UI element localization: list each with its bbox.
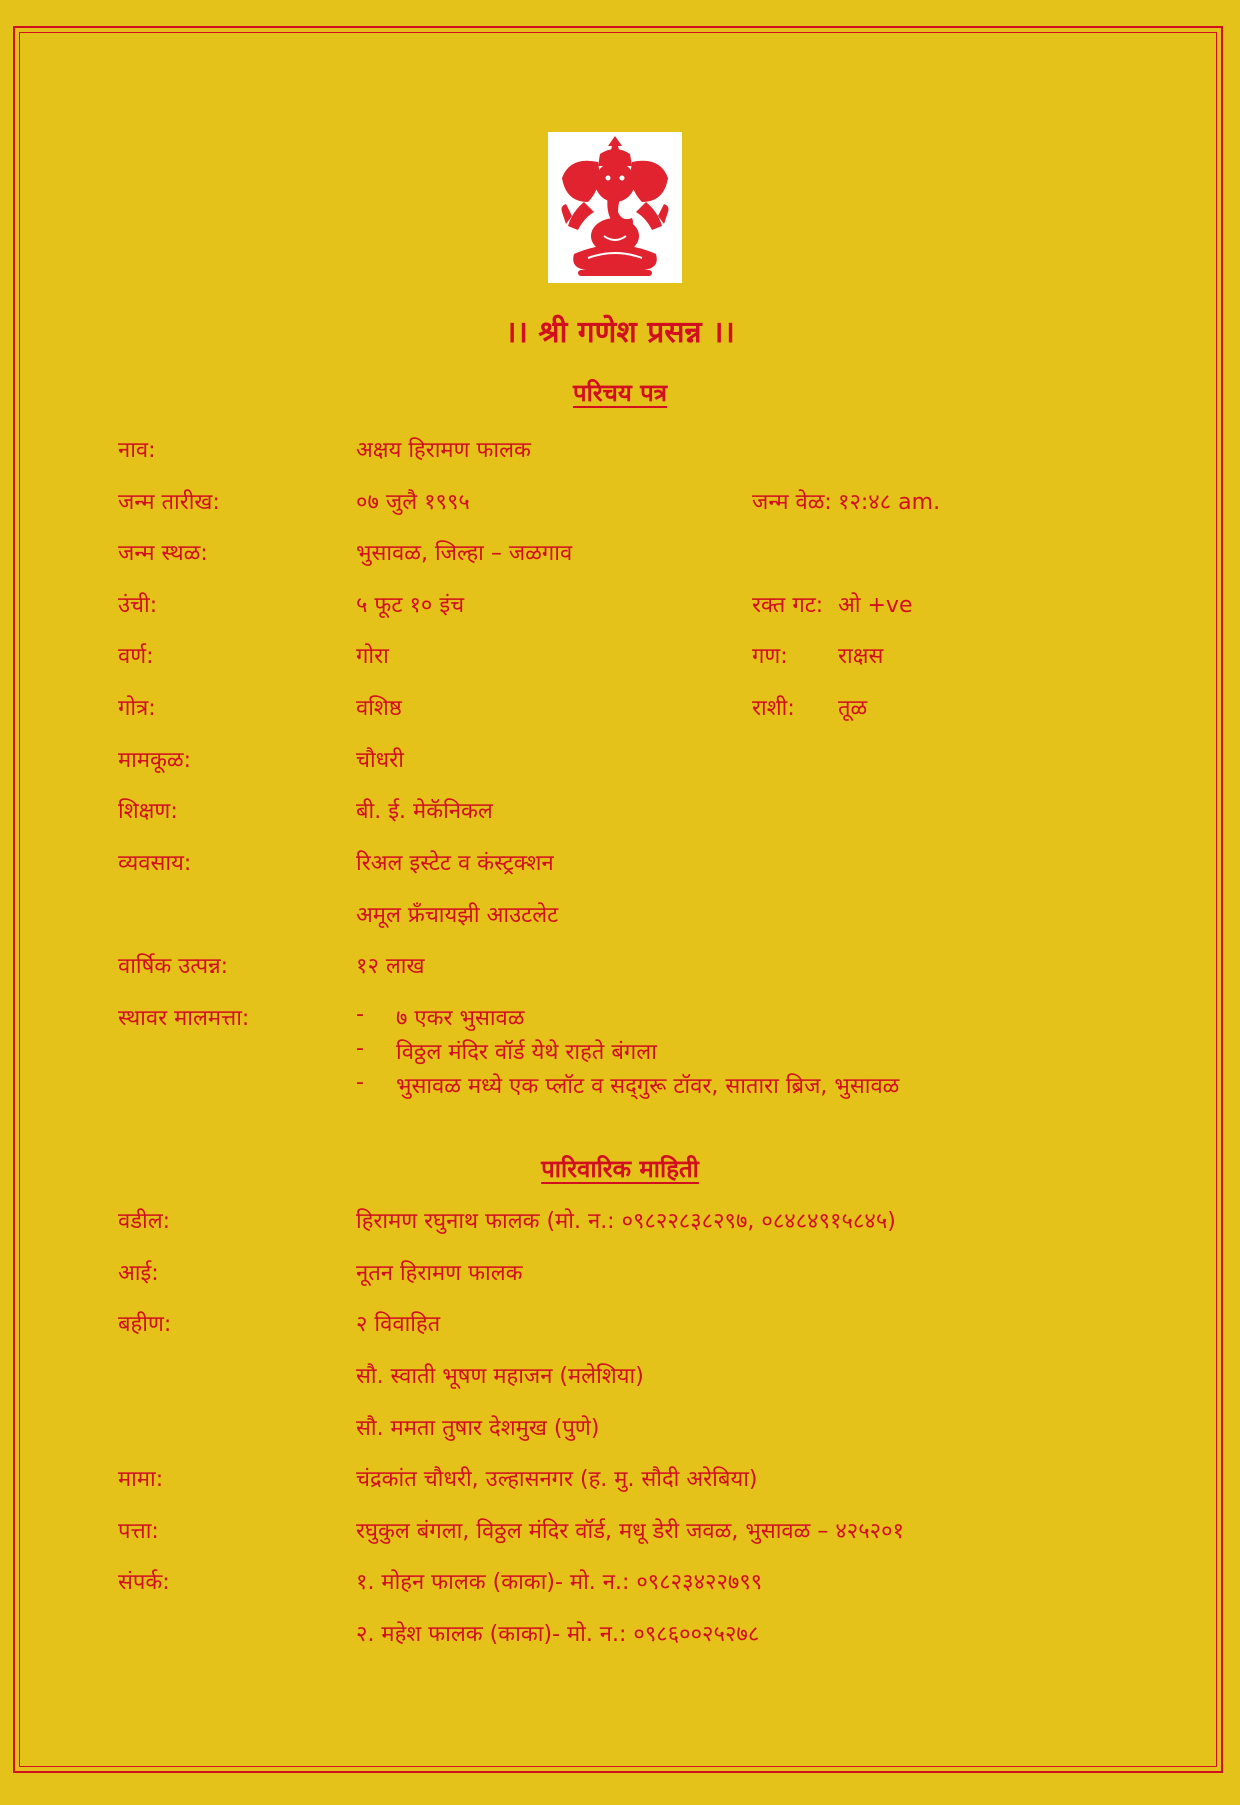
father-value: हिरामण रघुनाथ फालक (मो. न.: ०९८२२८३८२९७, ०८४८४९१५८४५) [356, 1209, 896, 1234]
name-label: नाव: [118, 438, 156, 463]
mother-label: आई: [118, 1261, 159, 1286]
father-label: वडील: [118, 1209, 171, 1234]
contact-value: २. महेश फालक (काका)- मो. न.: ०९८६००२५२७८ [356, 1622, 760, 1647]
bullet-dash: - [356, 1002, 364, 1027]
section-title-introduction: परिचय पत्र [572, 379, 668, 407]
section-title-family: पारिवारिक माहिती [541, 1155, 699, 1183]
occupation-value: रिअल इस्टेट व कंस्ट्रक्शन [356, 851, 554, 876]
bullet-dash: - [356, 1070, 364, 1095]
birth-time-value: १२:४८ am. [838, 490, 941, 515]
property-item: विठ्ठल मंदिर वॉर्ड येथे राहते बंगला [396, 1040, 657, 1065]
mamkul-label: मामकूळ: [118, 748, 192, 773]
sisters-label: बहीण: [118, 1312, 172, 1337]
gotra-value: वशिष्ठ [356, 696, 402, 721]
contact-value: १. मोहन फालक (काका)- मो. न.: ०९८२३४२२७९९ [356, 1570, 763, 1595]
height-label: उंची: [118, 593, 158, 618]
address-value: रघुकुल बंगला, विठ्ठल मंदिर वॉर्ड, मधू डेरी जवळ, भुसावळ – ४२५२०१ [356, 1519, 904, 1544]
sisters-value: सौ. स्वाती भूषण महाजन (मलेशिया) [356, 1364, 644, 1389]
mama-value: चंद्रकांत चौधरी, उल्हासनगर (ह. मु. सौदी अरेबिया) [356, 1467, 758, 1492]
rashi-value: तूळ [838, 696, 868, 721]
education-label: शिक्षण: [118, 799, 178, 824]
contact-label: संपर्क: [118, 1570, 170, 1595]
sisters-value: २ विवाहित [356, 1312, 441, 1337]
address-label: पत्ता: [118, 1519, 159, 1544]
gotra-label: गोत्र: [118, 696, 156, 721]
occupation-value: अमूल फ्रँचायझी आउटलेट [356, 903, 559, 928]
birth-place-label: जन्म स्थळ: [118, 541, 208, 566]
bullet-dash: - [356, 1036, 364, 1061]
rashi-label: राशी: [752, 696, 795, 721]
income-label: वार्षिक उत्पन्न: [118, 954, 229, 979]
property-label: स्थावर मालमत्ता: [118, 1006, 250, 1031]
ganesha-icon [548, 132, 682, 283]
mother-value: नूतन हिरामण फालक [356, 1261, 523, 1286]
birth-time-label: जन्म वेळ: [752, 490, 832, 515]
property-item: भुसावळ मध्ये एक प्लॉट व सद्‌गुरू टॉवर, सातारा ब्रिज, भुसावळ [396, 1074, 900, 1099]
height-value: ५ फूट १० इंच [356, 593, 465, 618]
complexion-label: वर्ण: [118, 644, 154, 669]
gan-value: राक्षस [838, 644, 884, 669]
complexion-value: गोरा [356, 644, 389, 669]
education-value: बी. ई. मेकॅनिकल [356, 799, 493, 824]
page-title: ।। श्री गणेश प्रसन्न ।। [505, 315, 735, 350]
inner-border [19, 32, 1217, 1767]
mamkul-value: चौधरी [356, 748, 404, 773]
gan-label: गण: [752, 644, 788, 669]
property-item: ७ एकर भुसावळ [396, 1006, 525, 1031]
dob-value: ०७ जुलै १९९५ [356, 490, 470, 515]
birth-place-value: भुसावळ, जिल्हा – जळगाव [356, 541, 573, 566]
mama-label: मामा: [118, 1467, 164, 1492]
name-value: अक्षय हिरामण फालक [356, 438, 531, 463]
blood-group-label: रक्त गट: [752, 593, 824, 618]
blood-group-value: ओ +ve [838, 593, 913, 618]
dob-label: जन्म तारीख: [118, 490, 220, 515]
occupation-label: व्यवसाय: [118, 851, 192, 876]
income-value: १२ लाख [356, 954, 425, 979]
sisters-value: सौ. ममता तुषार देशमुख (पुणे) [356, 1416, 600, 1441]
